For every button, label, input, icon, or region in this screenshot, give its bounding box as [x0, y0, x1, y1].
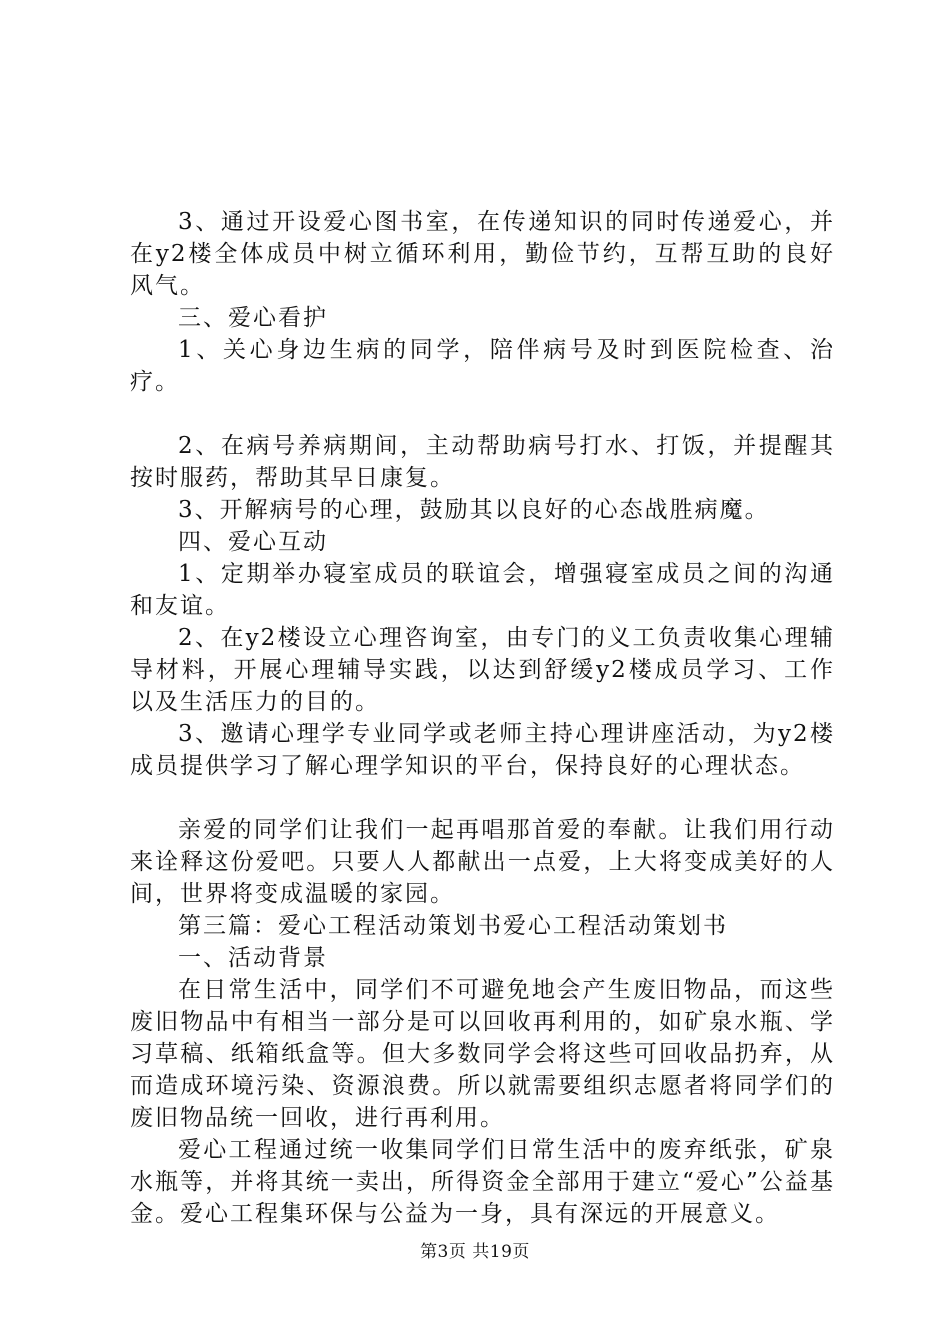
paragraph-interaction-2: 2、在y2楼设立心理咨询室，由专门的义工负责收集心理辅导材料，开展心理辅导实践，以达到舒缓y2楼成员学习、工作以及生活压力的目的。 — [130, 625, 835, 715]
section-heading-interaction: 四、爱心互动 — [178, 529, 328, 555]
paragraph-background-2: 爱心工程通过统一收集同学们日常生活中的废弃纸张，矿泉水瓶等，并将其统一卖出，所得资金全部用于建立“爱心”公益基金。爱心工程集环保与公益为一身，具有深远的开展意义。 — [130, 1137, 835, 1227]
section-heading-background: 一、活动背景 — [178, 945, 328, 971]
paragraph-care-3: 3、开解病号的心理，鼓励其以良好的心态战胜病魔。 — [178, 497, 770, 523]
paragraph-library-goal: 3、通过开设爱心图书室，在传递知识的同时传递爱心，并在y2楼全体成员中树立循环利用，勤俭节约，互帮互助的良好风气。 — [130, 209, 835, 299]
chapter-title: 第三篇：爱心工程活动策划书爱心工程活动策划书 — [178, 913, 728, 939]
paragraph-care-2: 2、在病号养病期间，主动帮助病号打水、打饭，并提醒其按时服药，帮助其早日康复。 — [130, 433, 835, 491]
paragraph-care-1: 1、关心身边生病的同学，陪伴病号及时到医院检查、治疗。 — [130, 337, 835, 395]
blank-line — [130, 782, 835, 814]
paragraph-background-1: 在日常生活中，同学们不可避免地会产生废旧物品，而这些废旧物品中有相当一部分是可以回收再利用的，如矿泉水瓶、学习草稿、纸箱纸盒等。但大多数同学会将这些可回收品扔弃，从而造成环境污染、资源浪费。所以就需要组织志愿者将同学们的废旧物品统一回收，进行再利用。 — [130, 977, 835, 1131]
blank-line — [130, 398, 835, 430]
section-heading-care: 三、爱心看护 — [178, 305, 328, 331]
document-body — [130, 206, 835, 1230]
paragraph-closing: 亲爱的同学们让我们一起再唱那首爱的奉献。让我们用行动来诠释这份爱吧。只要人人都献出一点爱，上大将变成美好的人间，世界将变成温暖的家园。 — [130, 817, 835, 907]
page-number-footer: 第3页 共19页 — [420, 1242, 530, 1262]
paragraph-interaction-1: 1、定期举办寝室成员的联谊会，增强寝室成员之间的沟通和友谊。 — [130, 561, 835, 619]
paragraph-interaction-3: 3、邀请心理学专业同学或老师主持心理讲座活动，为y2楼成员提供学习了解心理学知识的平台，保持良好的心理状态。 — [130, 721, 835, 779]
